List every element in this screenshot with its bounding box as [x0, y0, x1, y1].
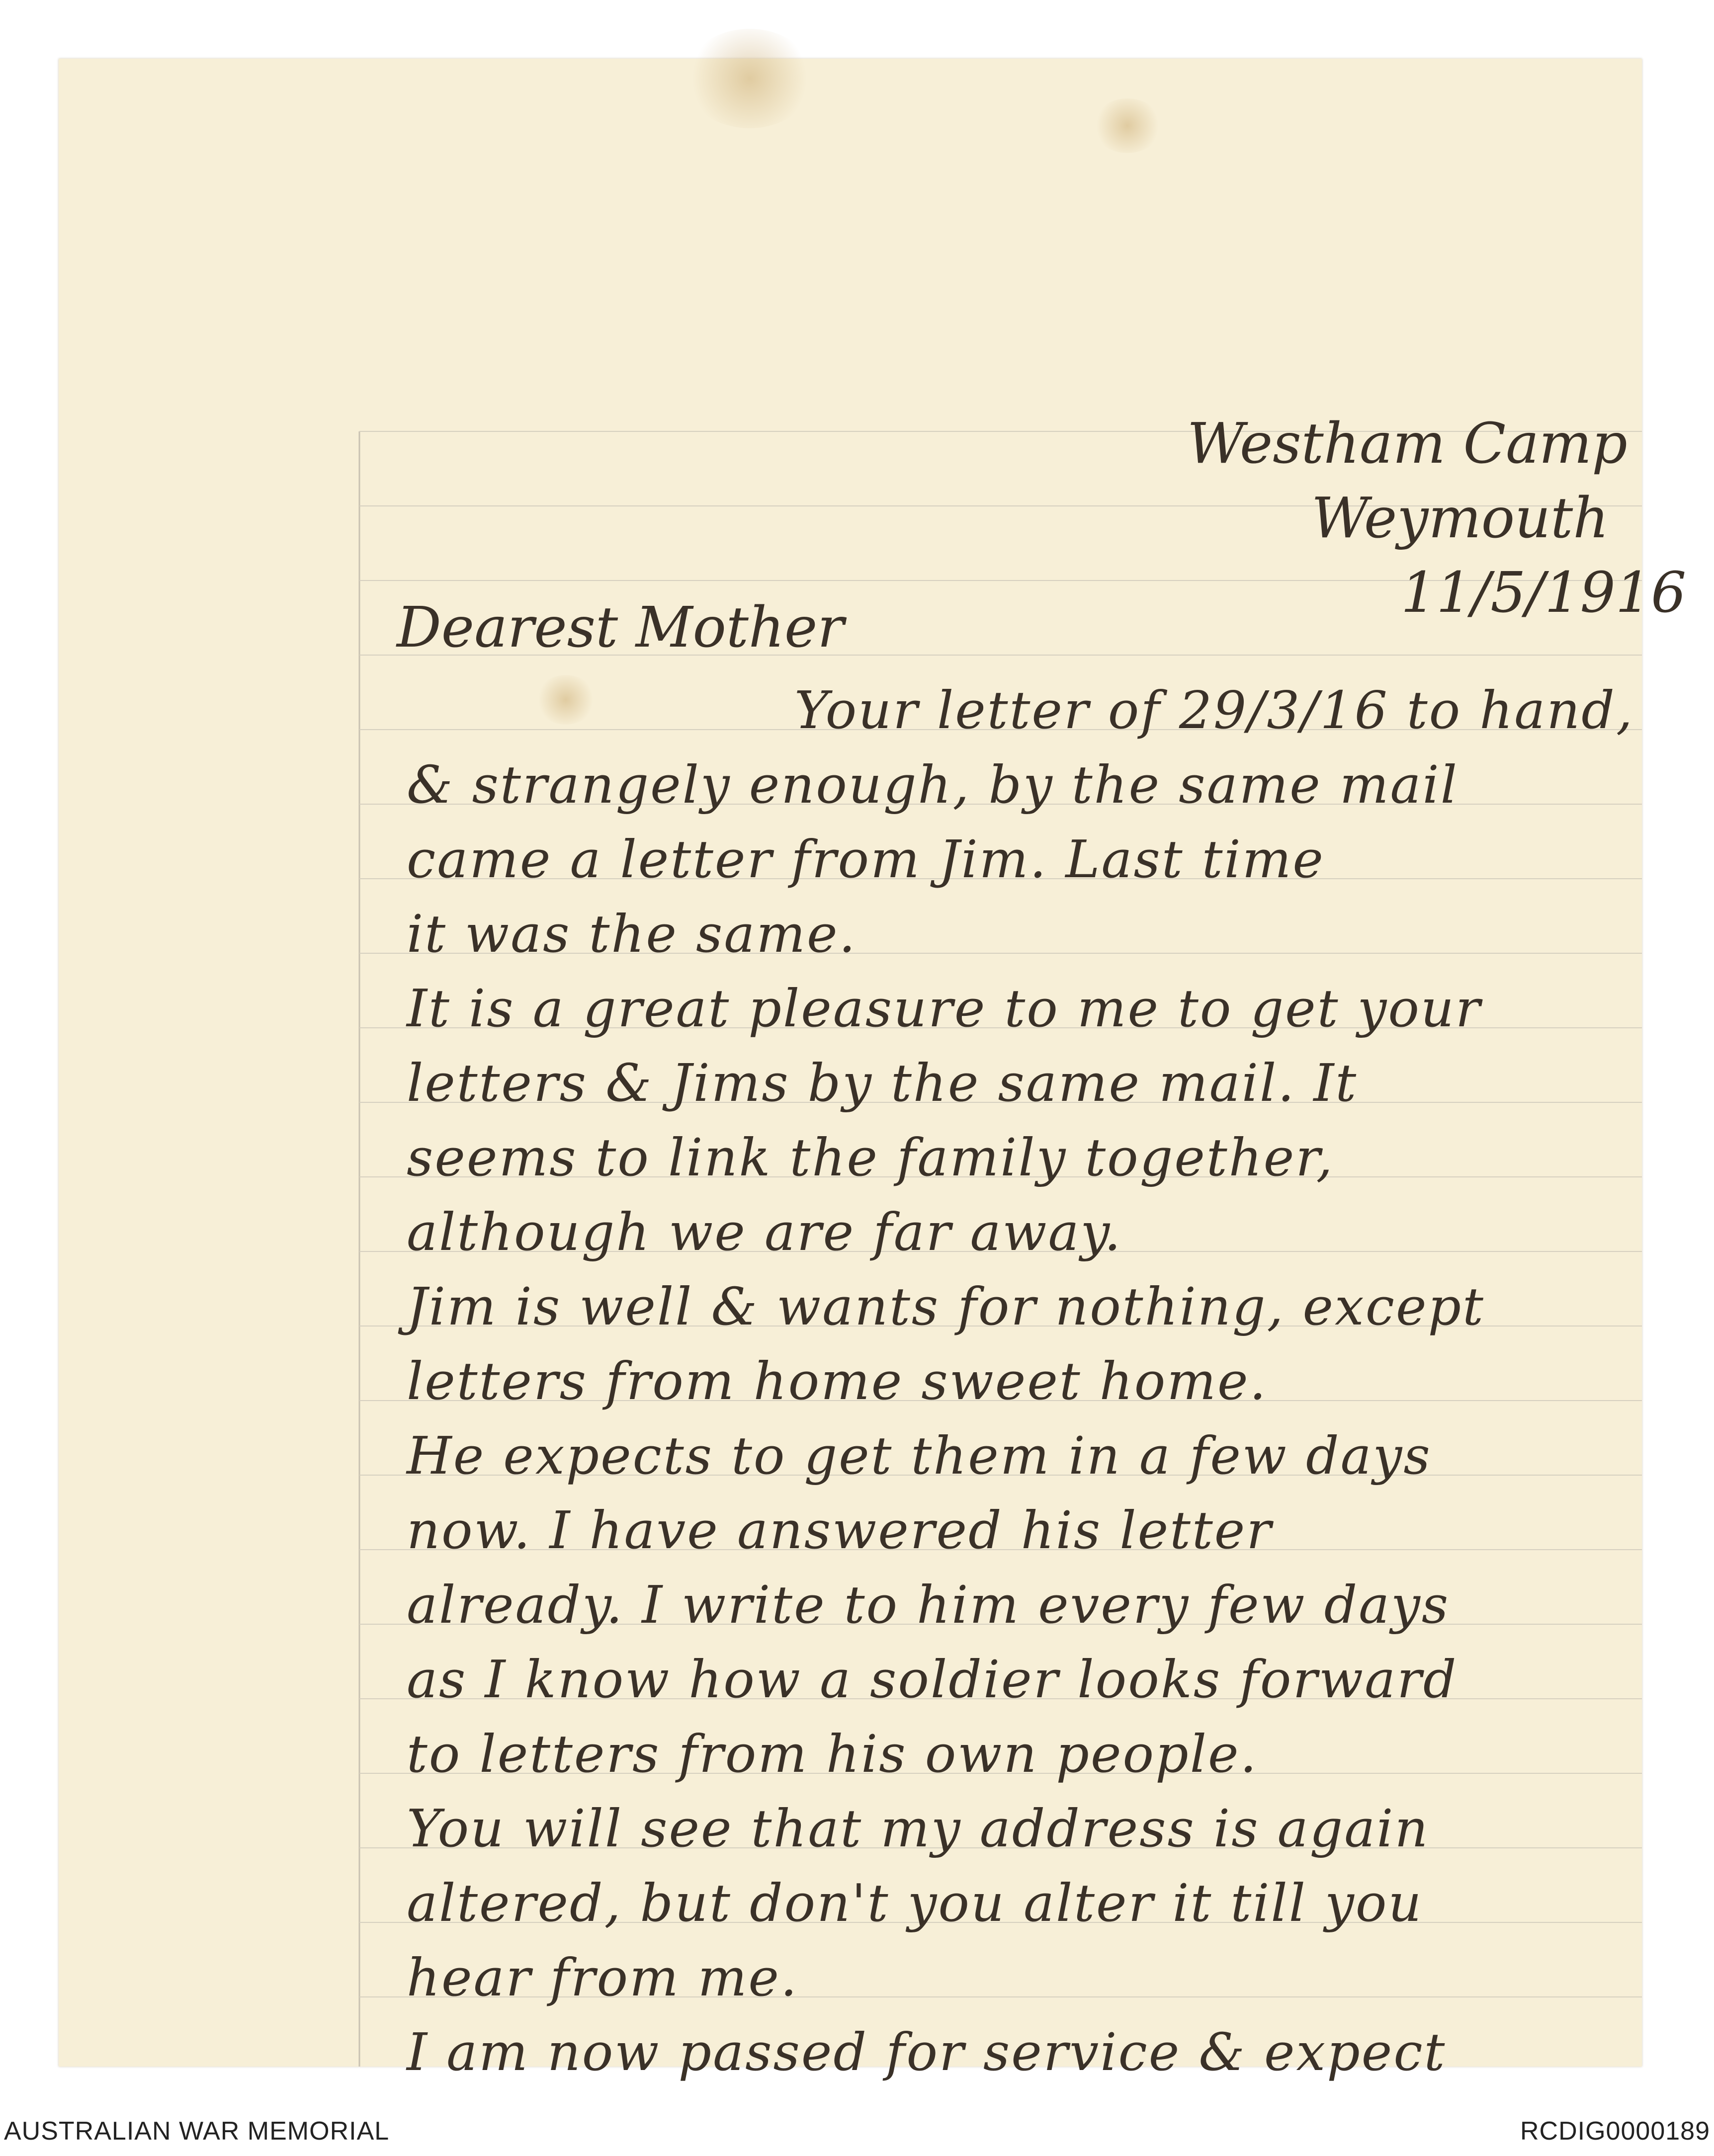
body-line: came a letter from Jim. Last time [407, 829, 1325, 890]
body-line: letters & Jims by the same mail. It [407, 1053, 1358, 1113]
body-line: already. I write to him every few days [407, 1575, 1450, 1635]
body-line: altered, but don't you alter it till you [407, 1873, 1423, 1933]
letter-date: 11/5/1916 [1401, 561, 1687, 625]
body-line: I am now passed for service & expect [407, 2022, 1447, 2082]
body-line: letters from home sweet home. [407, 1351, 1268, 1411]
body-line: & strangely enough, by the same mail [407, 754, 1458, 815]
body-line: it was the same. [407, 904, 857, 964]
footer-record-id: RCDIG0000189 [1520, 2117, 1710, 2146]
body-line: as I know how a soldier looks forward [407, 1649, 1458, 1710]
body-line: It is a great pleasure to me to get your [407, 978, 1482, 1039]
body-line: Your letter of 29/3/16 to hand, [794, 680, 1634, 741]
address-town: Weymouth [1311, 486, 1609, 551]
body-line: to letters from his own people. [407, 1724, 1258, 1784]
body-line: seems to link the family together, [407, 1127, 1334, 1188]
footer-archive-name: AUSTRALIAN WAR MEMORIAL [4, 2117, 390, 2146]
body-line: He expects to get them in a few days [407, 1425, 1432, 1486]
body-line: hear from me. [407, 1947, 799, 2008]
body-line: Jim is well & wants for nothing, except [407, 1276, 1485, 1337]
letter-page [59, 59, 1687, 2082]
address-camp: Westham Camp [1187, 412, 1628, 476]
body-line: although we are far away. [407, 1202, 1122, 1262]
body-line: You will see that my address is again [407, 1798, 1430, 1859]
body-line: now. I have answered his letter [407, 1500, 1273, 1561]
greeting: Dearest Mother [397, 595, 844, 660]
